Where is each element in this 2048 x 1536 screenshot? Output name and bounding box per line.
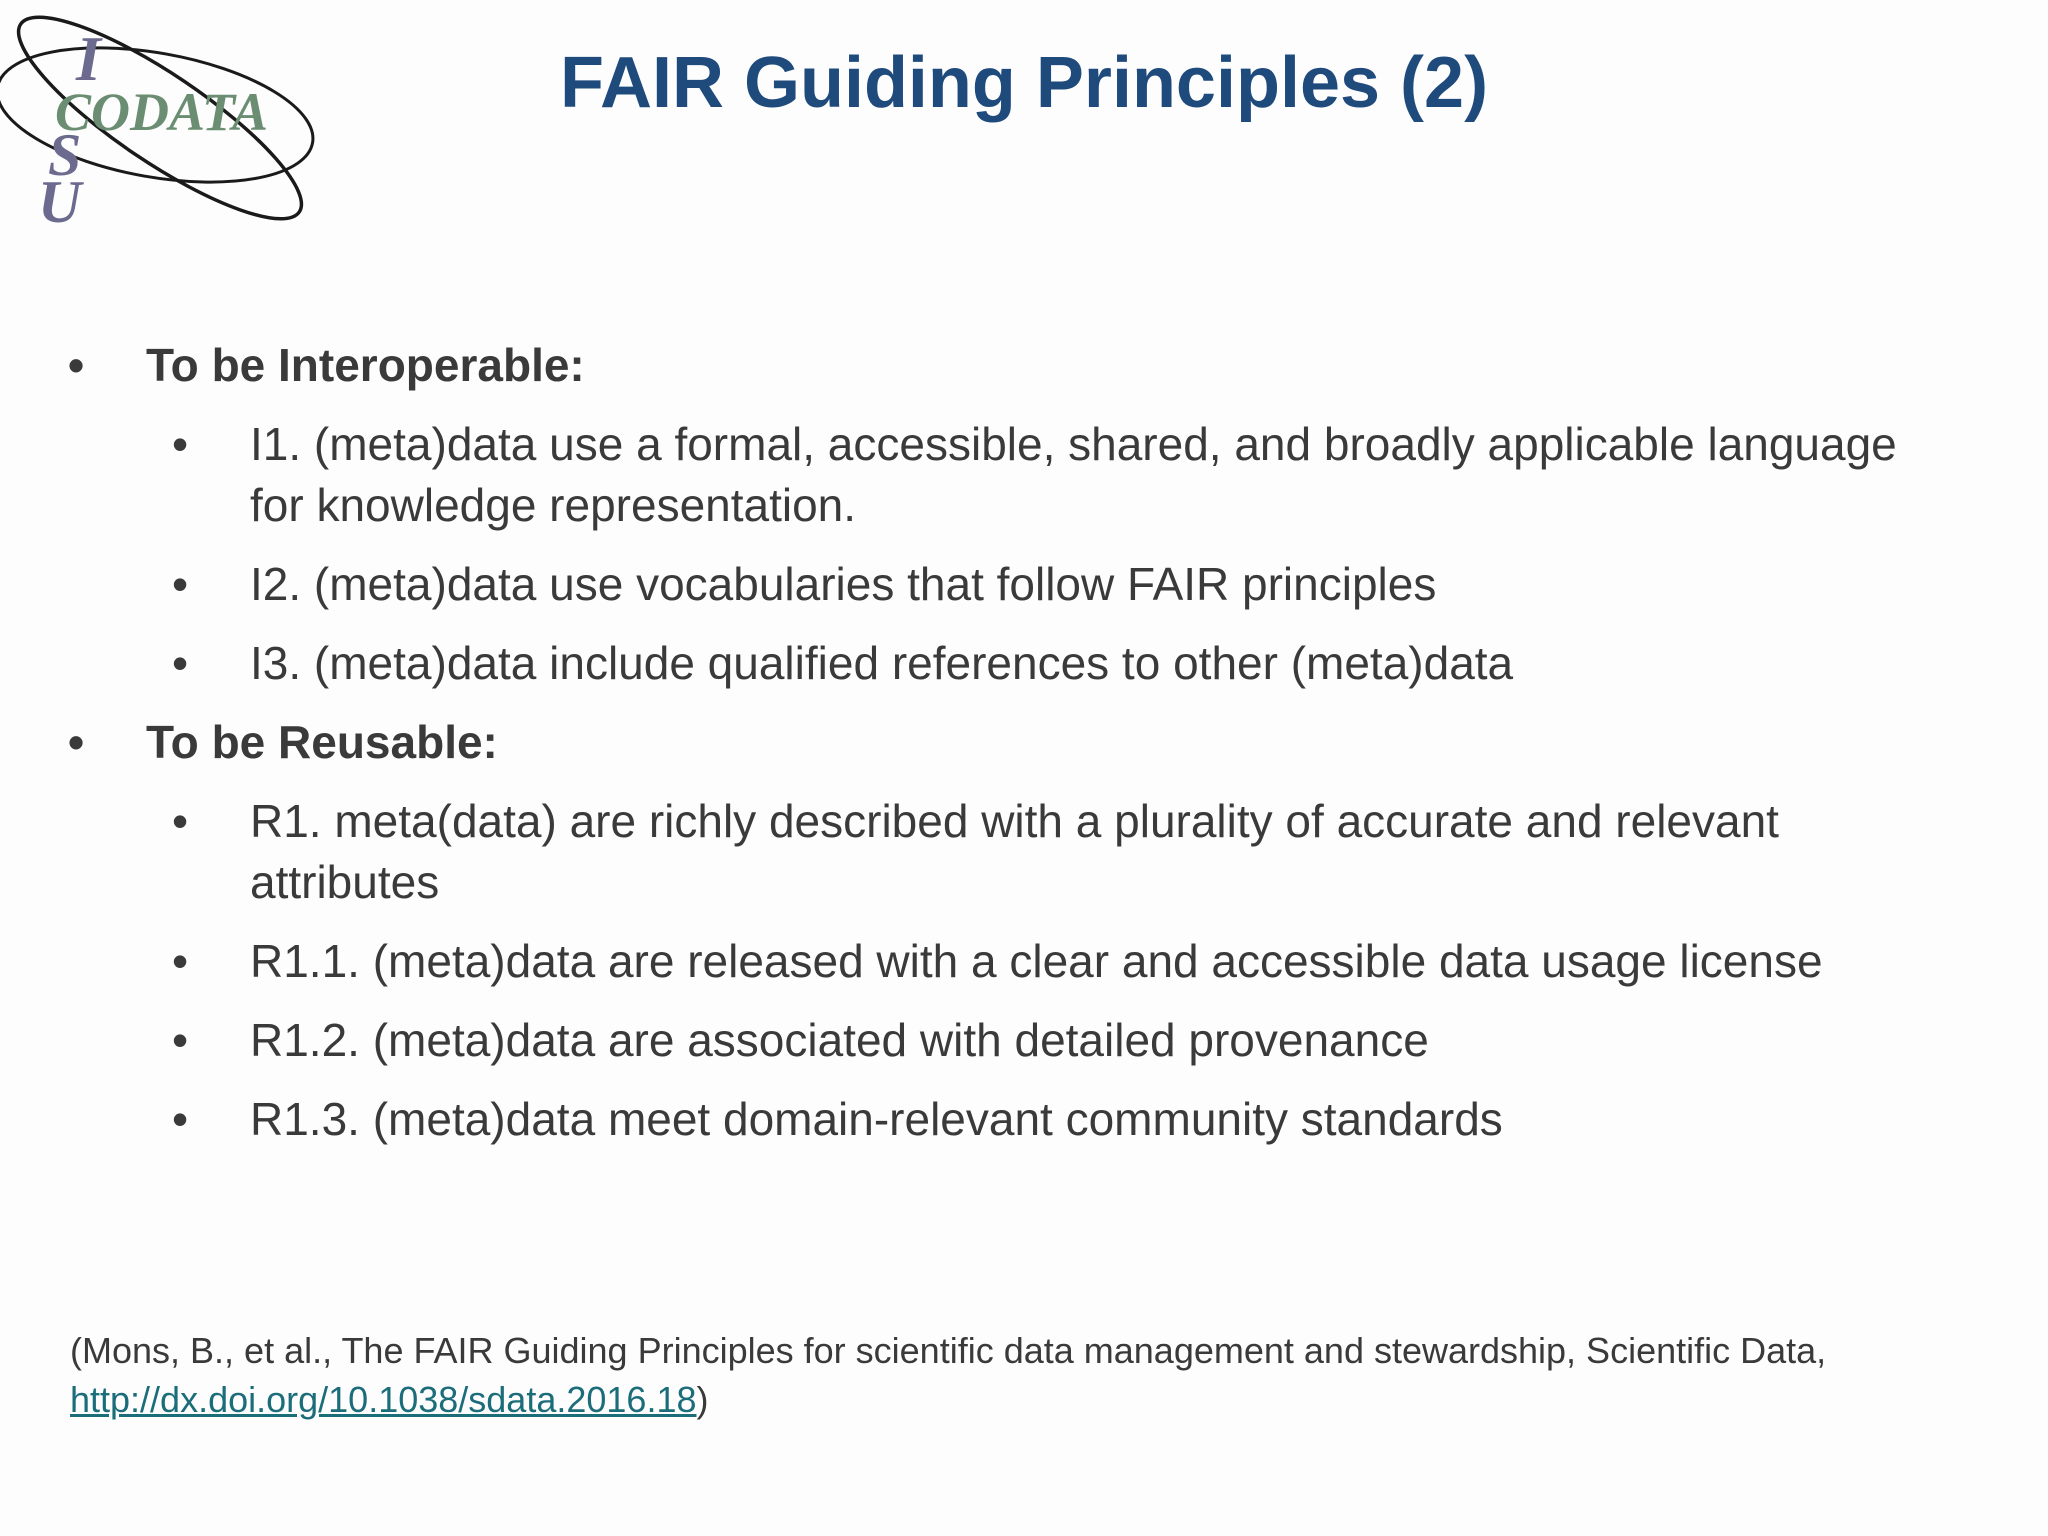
section-heading-reusable bbox=[0, 712, 2048, 773]
bullet-dot: • bbox=[172, 418, 189, 470]
principle-item-r1-3 bbox=[0, 1089, 1950, 1150]
principle-text: R1. meta(data) are richly described with a plurality of accurate and relevant attributes bbox=[250, 795, 1779, 908]
section-heading-text: To be Reusable: bbox=[146, 716, 498, 768]
logo-letter-u: U bbox=[38, 169, 82, 235]
principle-item-i3 bbox=[0, 633, 1950, 694]
bullet-list bbox=[0, 335, 2048, 1168]
principle-item-i1 bbox=[0, 414, 1950, 536]
citation bbox=[70, 1326, 1970, 1424]
principle-text: I3. (meta)data include qualified references to other (meta)data bbox=[250, 637, 1514, 689]
principle-text: R1.2. (meta)data are associated with detailed provenance bbox=[250, 1014, 1429, 1066]
bullet-dot: • bbox=[68, 339, 85, 391]
bullet-dot: • bbox=[172, 558, 189, 610]
section-heading-text: To be Interoperable: bbox=[146, 339, 585, 391]
principle-text: R1.3. (meta)data meet domain-relevant community standards bbox=[250, 1093, 1503, 1145]
principle-item-i2 bbox=[0, 554, 1950, 615]
logo-letter-i: I bbox=[76, 23, 101, 94]
doi-link[interactable]: http://dx.doi.org/10.1038/sdata.2016.18 bbox=[70, 1379, 697, 1420]
principle-text: R1.1. (meta)data are released with a clear and accessible data usage license bbox=[250, 935, 1823, 987]
icsu-codata-logo bbox=[0, 0, 320, 250]
principle-item-r1 bbox=[0, 791, 1950, 913]
bullet-dot: • bbox=[68, 716, 85, 768]
principle-text: I1. (meta)data use a formal, accessible, shared, and broadly applicable language for knowledge representation. bbox=[250, 418, 1897, 531]
bullet-dot: • bbox=[172, 795, 189, 847]
logo-letter-s: S bbox=[48, 122, 82, 188]
bullet-dot: • bbox=[172, 1014, 189, 1066]
principle-item-r1-1 bbox=[0, 931, 1950, 992]
bullet-dot: • bbox=[172, 637, 189, 689]
principle-text: I2. (meta)data use vocabularies that follow FAIR principles bbox=[250, 558, 1437, 610]
section-heading-interoperable bbox=[0, 335, 2048, 396]
citation-text: (Mons, B., et al., The FAIR Guiding Principles for scientific data management and stewardship, Scientific Data, bbox=[70, 1330, 1827, 1371]
icsu-codata-logo-graphic bbox=[0, 0, 320, 250]
principle-item-r1-2 bbox=[0, 1010, 1950, 1071]
bullet-dot: • bbox=[172, 1093, 189, 1145]
logo-codata-text: CODATA bbox=[55, 82, 269, 142]
bullet-dot: • bbox=[172, 935, 189, 987]
citation-closing: ) bbox=[696, 1379, 709, 1420]
slide-title: FAIR Guiding Principles (2) bbox=[559, 43, 1489, 123]
